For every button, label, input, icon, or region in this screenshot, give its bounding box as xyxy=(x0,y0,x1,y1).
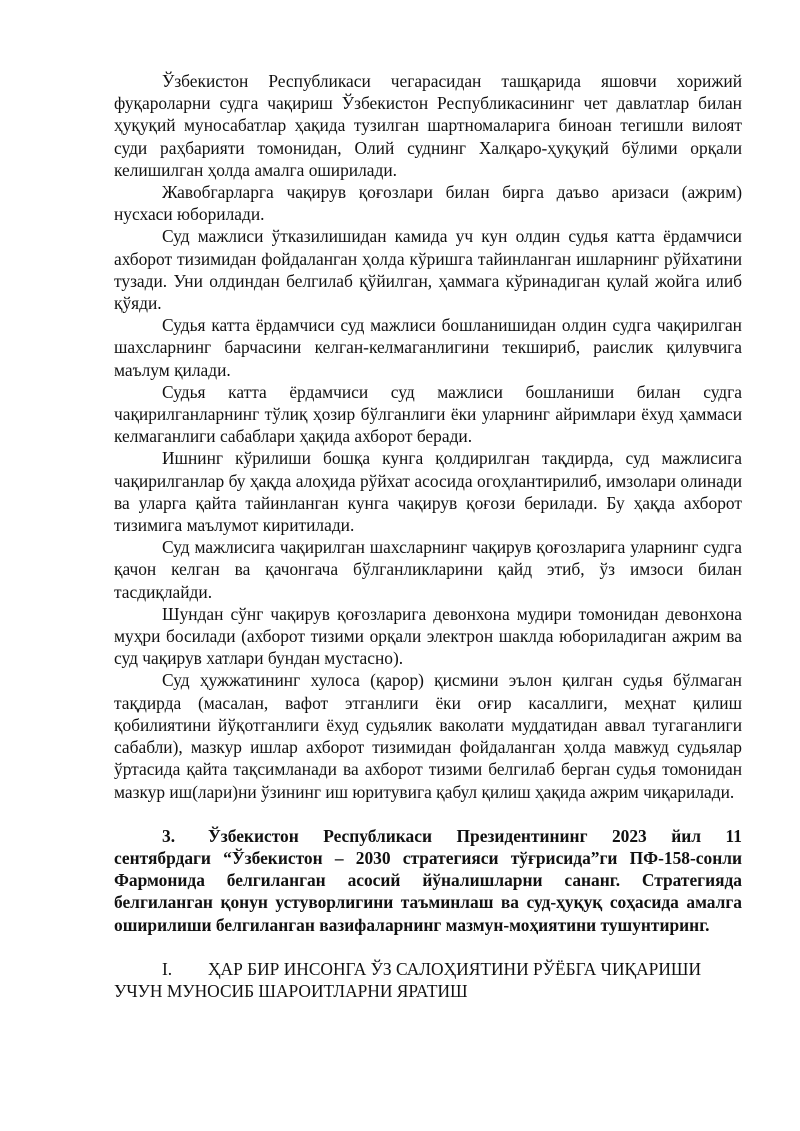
paragraph-defendants-summons: Жавобгарларга чақирув қоғозлари билан бирга даъво аризаси (ажрим) нусхаси юборилади. xyxy=(114,182,742,225)
paragraph-summons-signature: Суд мажлисига чақирилган шахсларнинг чақирув қоғозларига уларнинг судга қачон келган ва қачонгача бўлганликларини қайд этиб, ўз имзоси билан тасдиқлайди. xyxy=(114,537,742,602)
paragraph-case-redistribution: Суд ҳужжатининг хулоса (қарор) қисмини эълон қилган судья бўлмаган тақдирда (масалан, вафот этганлиги ёки оғир касаллиги, меҳнат қилиш қобилиятини йўқотганлиги ёхуд судьялик ваколати муддатидан аввал тугаганлиги сабабли), мазкур ишлар ахборот тизимидан фойдаланган ҳолда мавжуд судьялар ўртасида қайта тақсимланади ва ахборот тизими белгилаб берган судья томонидан мазкур иш(лари)ни ўзининг иш юритувига қабул қилиш ҳақида ажрим чиқарилади. xyxy=(114,670,742,802)
question-text: Ўзбекистон Республикаси Президентининг 2023 йил 11 сентябрдаги “Ўзбекистон – 2030 стратегияси тўғрисида”ги ПФ-158-сонли Фармонида белгиланган асосий йўналишларни сананг. Стратегияда белгиланган қонун устуворлигини таъминлаш ва суд-ҳуқуқ соҳасида амалга оширилиши белгиланган вазифаларнинг мазмун-моҳиятини тушунтиринг. xyxy=(114,825,742,935)
question-number: 3. xyxy=(162,825,176,846)
paragraph-attendance-check: Судья катта ёрдамчиси суд мажлиси бошланишидан олдин судга чақирилган шахсларнинг барчасини келган-келмаганлигини текшириб, раислик қилувчига маълум қилади. xyxy=(114,315,742,380)
spacer xyxy=(114,803,742,825)
section-title: ҲАР БИР ИНСОНГА ЎЗ САЛОҲИЯТИНИ РЎЁБГА ЧИҚАРИШИ УЧУН МУНОСИБ ШАРОИТЛАРНИ ЯРАТИШ xyxy=(114,958,701,1001)
paragraph-office-seal: Шундан сўнг чақирув қоғозларига девонхона мудири томонидан девонхона муҳри босилади (ахборот тизими орқали электрон шаклда юбориладиган ажрим ва суд чақирув хатлари бундан мустасно). xyxy=(114,603,742,669)
exam-question xyxy=(114,825,742,936)
document-body xyxy=(114,70,742,1002)
section-heading xyxy=(114,958,742,1002)
paragraph-attendance-report: Судья катта ёрдамчиси суд мажлиси бошланиши билан судга чақирилганларнинг тўлиқ ҳозир бўлганлиги ёки уларнинг айримлари ёхуд ҳаммаси келмаганлиги сабаблари ҳақида ахборот беради. xyxy=(114,381,742,447)
paragraph-foreign-citizens-summons: Ўзбекистон Республикаси чегарасидан ташқарида яшовчи хорижий фуқароларни судга чақириш Ўзбекистон Республикасининг чет давлатлар билан ҳуқуқий муносабатлар ҳақида тузилган шартномаларига биноан тегишли вилоят суди раҳбарияти томонидан, Олий суднинг Халқаро-ҳуқуқий бўлими орқали келишилган ҳолда амалга оширилади. xyxy=(114,71,742,180)
spacer xyxy=(114,936,742,958)
paragraph-case-list: Суд мажлиси ўтказилишидан камида уч кун олдин судья катта ёрдамчиси ахборот тизимидан фойдаланган ҳолда кўришга тайинланган ишларнинг рўйхатини тузади. Уни олдиндан белгилаб қўйилган, ҳаммага кўринадиган қулай жойга илиб қўяди. xyxy=(114,226,742,314)
paragraph-postponement: Ишнинг кўрилиши бошқа кунга қолдирилган тақдирда, суд мажлисига чақирилганлар бу ҳақда алоҳида рўйхат асосида огоҳлантирилиб, имзолари олинади ва уларга қайта тайинланган кунга чақирув қоғози берилади. Бу ҳақда ахборот тизимига маълумот киритилади. xyxy=(114,448,742,536)
section-number: I. xyxy=(162,958,173,979)
